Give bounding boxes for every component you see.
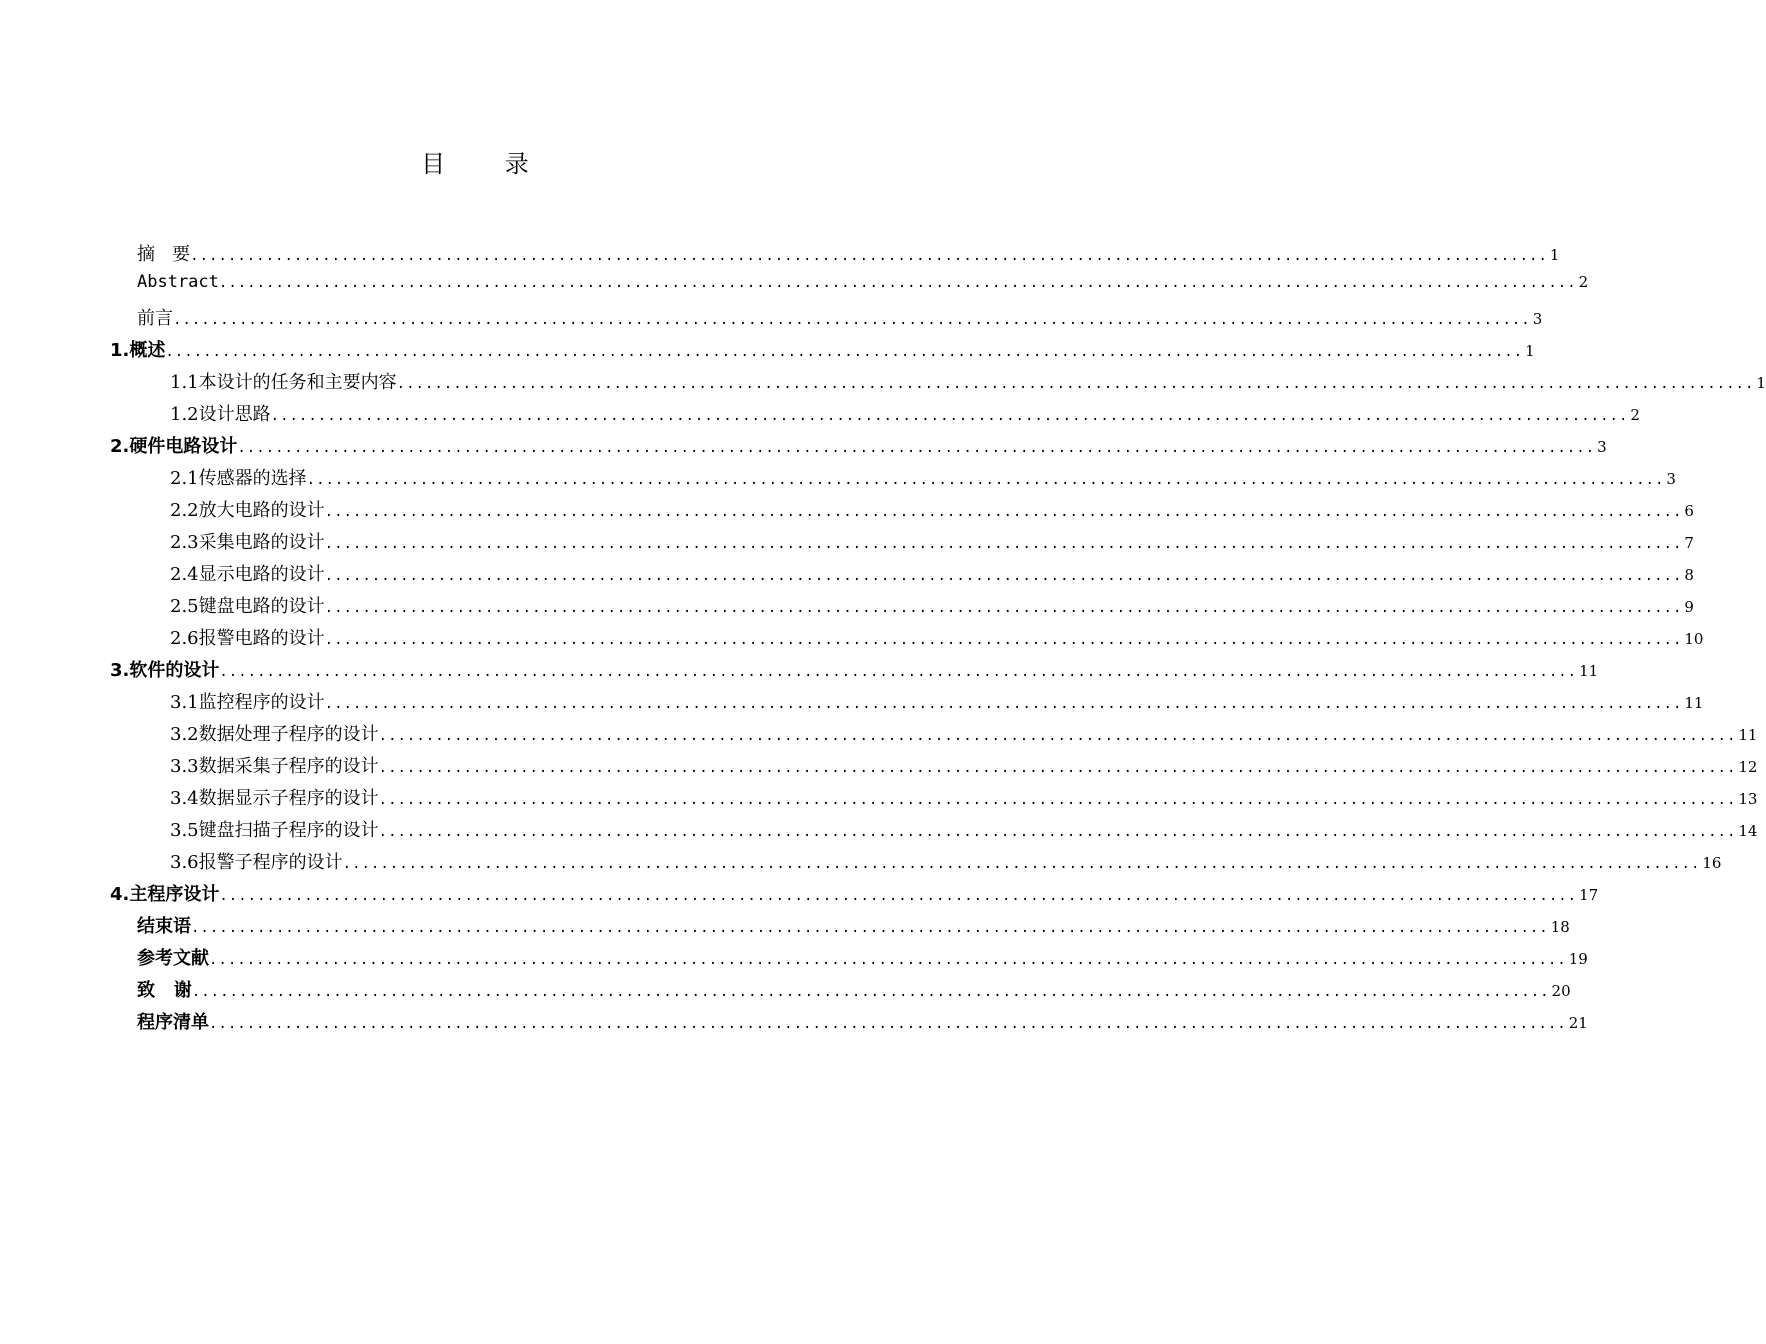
toc-page-number: 2 [1578,273,1589,291]
toc-entry-3-1[interactable] [170,688,1704,716]
toc-page-number: 16 [1702,854,1722,872]
toc-page-number: 12 [1738,758,1758,776]
toc-entry-label: 显示电路的设计 [198,564,325,585]
toc-page-number: 20 [1551,982,1571,1000]
dot-leader: ................................................................................................................................................ [378,728,1737,744]
toc-entry-label: 采集电路的设计 [198,532,325,553]
toc-entry-conclusion[interactable] [137,912,1570,940]
toc-section-number: 3.5 [170,820,199,841]
toc-section-number: 1.1 [170,372,199,393]
toc-entry-label: 致 谢 [137,980,192,1001]
toc-entry-3-6[interactable] [170,848,1722,876]
dot-leader: ................................................................................................................................................ [306,472,1665,488]
dot-leader: ................................................................................................................................................ [237,440,1596,456]
dot-leader: ................................................................................................................................................ [324,600,1683,616]
toc-entry-label: 本设计的任务和主要内容 [198,372,397,393]
toc-entry-references[interactable] [137,944,1588,972]
toc-page-number: 3 [1597,438,1607,456]
toc-section-number: 1.2 [170,404,199,425]
toc-entry-label: Abstract [137,272,219,292]
toc-entry-3-2[interactable] [170,720,1758,748]
dot-leader: ................................................................................................................................................ [191,920,1549,936]
toc-entry-chapter-3[interactable] [110,656,1599,684]
toc-section-number: 3.4 [170,788,199,809]
dot-leader: ................................................................................................................................................ [209,1016,1567,1032]
toc-entry-2-5[interactable] [170,592,1694,620]
toc-section-number: 3.6 [170,852,199,873]
dot-leader: ................................................................................................................................................ [324,632,1683,648]
toc-section-number: 2.2 [170,500,199,521]
toc-entry-3-5[interactable] [170,816,1758,844]
toc-entry-2-6[interactable] [170,624,1704,652]
toc-entry-abstract-cn[interactable] [137,240,1560,268]
toc-page-number: 6 [1684,502,1694,520]
toc-entry-chapter-2[interactable] [110,432,1607,460]
toc-section-number: 4. [110,884,130,905]
toc-page-number: 3 [1532,310,1543,328]
toc-entry-2-3[interactable] [170,528,1694,556]
dot-leader: ................................................................................................................................................ [396,376,1755,392]
dot-leader: ................................................................................................................................................ [378,792,1737,808]
dot-leader: ................................................................................................................................................ [209,952,1567,968]
dot-leader: ................................................................................................................................................ [324,536,1683,552]
toc-page-number: 3 [1666,470,1676,488]
toc-page-number: 19 [1568,950,1588,968]
toc-entry-label: 前言 [137,308,173,329]
toc-section-number: 2.1 [170,468,199,489]
toc-entry-label: 主程序设计 [129,884,220,905]
toc-entry-label: 设计思路 [198,404,271,425]
toc-section-number: 3.2 [170,724,199,745]
toc-entry-program-listing[interactable] [137,1008,1588,1036]
toc-entry-1-1[interactable] [170,368,1766,396]
toc-entry-label: 数据显示子程序的设计 [198,788,379,809]
dot-leader: ................................................................................................................................................ [378,760,1737,776]
toc-entry-preface[interactable] [137,304,1543,332]
toc-page-number: 11 [1684,694,1704,712]
toc-entry-label: 数据处理子程序的设计 [198,724,379,745]
toc-page-number: 17 [1579,886,1599,904]
toc-page-number: 10 [1684,630,1704,648]
dot-leader: ................................................................................................................................................ [324,568,1683,584]
dot-leader: ................................................................................................................................................ [219,888,1578,904]
dot-leader: ................................................................................................................................................ [190,248,1548,264]
toc-entry-label: 放大电路的设计 [198,500,325,521]
toc-page-number: 14 [1738,822,1758,840]
toc-entry-abstract-en[interactable] [137,272,1589,300]
toc-entry-label: 键盘扫描子程序的设计 [198,820,379,841]
toc-page-number: 11 [1738,726,1758,744]
toc-entry-label: 2.硬件电路设计 [110,436,238,457]
page-title: 目 录 [421,150,555,178]
toc-page-number: 2 [1630,406,1640,424]
toc-page-number: 11 [1579,662,1599,680]
toc-entry-3-3[interactable] [170,752,1758,780]
toc-entry-2-4[interactable] [170,560,1694,588]
toc-entry-label: 报警子程序的设计 [198,852,343,873]
toc-entry-chapter-4[interactable] [110,880,1599,908]
toc-page-number: 13 [1738,790,1758,808]
toc-page-number: 1 [1525,342,1535,360]
toc-section-number: 2.3 [170,532,199,553]
toc-entry-3-4[interactable] [170,784,1758,812]
toc-entry-label: 摘 要 [137,244,191,265]
toc-section-number: 2.4 [170,564,199,585]
dot-leader: ................................................................................................................................................ [270,408,1629,424]
toc-entry-label: 参考文献 [137,948,209,969]
toc-entry-label: 传感器的选择 [198,468,307,489]
toc-section-number: 3.1 [170,692,199,713]
toc-entry-acknowledgements[interactable] [137,976,1571,1004]
toc-entry-label: 1.概述 [110,340,166,361]
toc-page-number: 8 [1684,566,1694,584]
dot-leader: ................................................................................................................................................ [342,856,1701,872]
toc-page-number: 7 [1684,534,1694,552]
toc-entry-2-1[interactable] [170,464,1676,492]
toc-page-number: 1 [1756,374,1766,392]
toc-section-number: 2.6 [170,628,199,649]
toc-entry-label: 程序清单 [137,1012,209,1033]
toc-page-number: 18 [1550,918,1570,936]
toc-section-number: 3.3 [170,756,199,777]
toc-entry-label: 监控程序的设计 [198,692,325,713]
toc-entry-label: 结束语 [137,916,191,937]
toc-entry-label: 3.软件的设计 [110,660,220,681]
toc-entry-label: 报警电路的设计 [198,628,325,649]
dot-leader: ................................................................................................................................................ [219,664,1578,680]
toc-entry-label: 键盘电路的设计 [198,596,325,617]
toc-entry-1-2[interactable] [170,400,1640,428]
toc-page-number: 21 [1568,1014,1588,1032]
dot-leader: ................................................................................................................................................ [324,504,1683,520]
dot-leader: ................................................................................................................................................ [191,984,1550,1000]
dot-leader: ................................................................................................................................................ [173,312,1531,328]
toc-section-number: 2.5 [170,596,199,617]
toc-page-number: 1 [1549,246,1560,264]
toc-entry-chapter-1[interactable] [110,336,1535,364]
dot-leader: ................................................................................................................................................ [378,824,1737,840]
dot-leader: ................................................................................................................................................ [218,275,1577,291]
dot-leader: ................................................................................................................................................ [324,696,1683,712]
toc-page-number: 9 [1684,598,1694,616]
toc-entry-label: 数据采集子程序的设计 [198,756,379,777]
dot-leader: ................................................................................................................................................ [165,344,1524,360]
toc-entry-2-2[interactable] [170,496,1694,524]
